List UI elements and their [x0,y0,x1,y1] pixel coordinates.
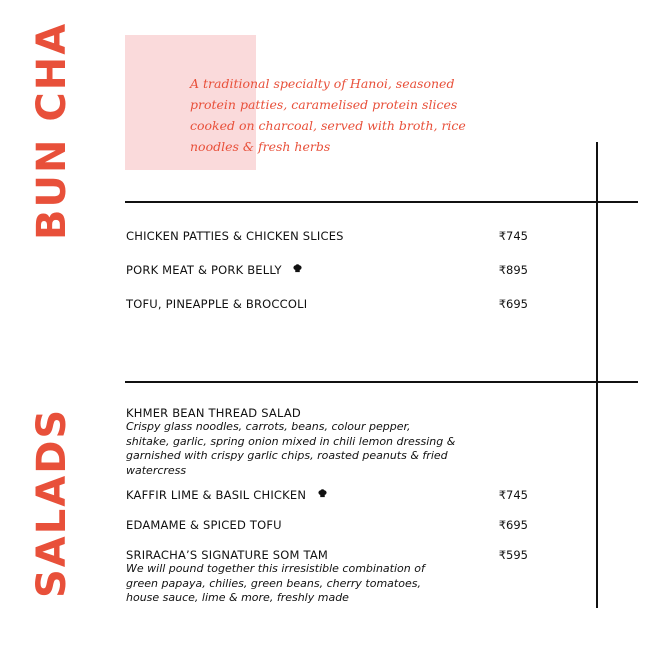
bun-cha-intro: A traditional specialty of Hanoi, seasoned protein patties, caramelised protein slices cooked on charcoal, served with broth, rice noodles & fresh herbs [190,76,466,154]
item-name: KHMER BEAN THREAD SALAD [126,406,301,420]
menu-item [126,263,536,277]
chef-hat-icon [293,264,302,273]
item-price: ₹595 [498,548,528,562]
salads-title: SALADS [29,407,75,598]
menu-item [126,548,536,606]
item-price: ₹695 [498,518,528,532]
item-name: KAFFIR LIME & BASIL CHICKEN [126,488,307,502]
bun-cha-top-rule [125,201,638,203]
item-name: PORK MEAT & PORK BELLY [126,263,282,277]
item-name: TOFU, PINEAPPLE & BROCCOLI [126,297,308,311]
item-price: ₹895 [498,263,528,277]
item-description: Crispy glass noodles, carrots, beans, colour pepper, shitake, garlic, spring onion mixed in chili lemon dressing & garnished with crispy garlic chips, roasted peanuts & fried watercress [126,420,456,477]
bun-cha-title: BUN CHA [29,21,75,240]
item-price: ₹745 [498,229,528,243]
menu-item [126,518,536,532]
item-description: We will pound together this irresistible combination of green papaya, chilies, green beans, cherry tomatoes, house sauce, lime & more, freshly made [126,562,425,604]
menu-item [126,297,536,311]
item-price: ₹695 [498,297,528,311]
menu-item [126,488,536,502]
menu-item [126,229,536,243]
chef-hat-icon [318,489,327,498]
vertical-divider [596,142,598,608]
item-price: ₹745 [498,488,528,502]
item-name: CHICKEN PATTIES & CHICKEN SLICES [126,229,344,243]
item-name: EDAMAME & SPICED TOFU [126,518,282,532]
salads-top-rule [125,381,638,383]
item-name: SRIRACHA’S SIGNATURE SOM TAM [126,548,329,562]
menu-item [126,406,536,478]
